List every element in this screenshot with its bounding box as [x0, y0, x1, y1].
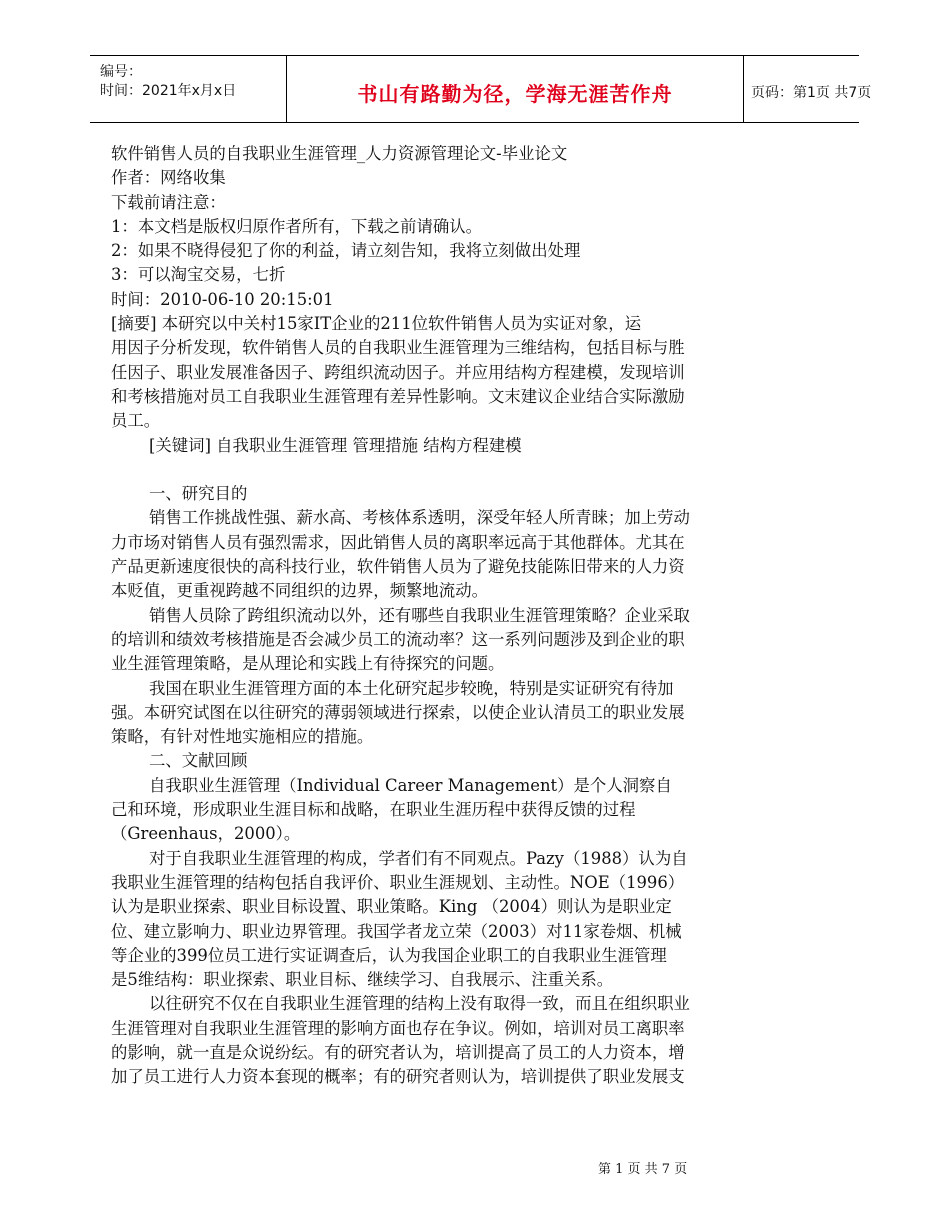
page-header — [90, 55, 872, 123]
text-line: 加了员工进行人力资本套现的概率；有的研究者则认为，培训提供了职业发展支 — [111, 1067, 685, 1087]
text-line: 己和环境，形成职业生涯目标和战略，在职业生涯历程中获得反馈的过程 — [111, 800, 636, 820]
text-line: 销售人员除了跨组织流动以外，还有哪些自我职业生涯管理策略？企业采取 — [149, 605, 690, 625]
document-time-label: 时间：2021年x月x日 — [100, 83, 237, 99]
header-motto: 书山有路勤为径，学海无涯苦作舟 — [357, 82, 673, 106]
text-line: 位、建立影响力、职业边界管理。我国学者龙立荣（2003）对11家卷烟、机械 — [111, 921, 682, 941]
text-line: 任因子、职业发展准备因子、跨组织流动因子。并应用结构方程建模，发现培训 — [111, 362, 685, 382]
text-line: 员工。 — [111, 411, 161, 431]
header-page-info: 页码：第1页 共7页 — [751, 85, 872, 101]
text-line: [摘要] 本研究以中关村15家IT企业的211位软件销售人员为实证对象，运 — [111, 314, 642, 334]
text-line: 3：可以淘宝交易，七折 — [111, 265, 286, 285]
text-line: 力市场对销售人员有强烈需求，因此销售人员的离职率远高于其他群体。尤其在 — [111, 532, 685, 552]
text-line — [111, 458, 771, 482]
text-line: 业生涯管理策略，是从理论和实践上有待探究的问题。 — [111, 654, 505, 674]
text-line: [关键词] 自我职业生涯管理 管理措施 结构方程建模 — [149, 435, 522, 455]
text-line: 产品更新速度很快的高科技行业，软件销售人员为了避免技能陈旧带来的人力资 — [111, 557, 685, 577]
text-line: 用因子分析发现，软件销售人员的自我职业生涯管理为三维结构，包括目标与胜 — [111, 338, 685, 358]
text-line: 销售工作挑战性强、薪水高、考核体系透明，深受年轻人所青睐；加上劳动 — [149, 508, 690, 528]
document-body — [111, 142, 771, 1090]
header-page-cell — [743, 56, 872, 122]
text-line: 强。本研究试图在以往研究的薄弱领域进行探索，以使企业认清员工的职业发展 — [111, 702, 685, 722]
header-meta-cell — [90, 56, 286, 122]
document-number-label: 编号： — [100, 64, 142, 80]
text-line: 生涯管理对自我职业生涯管理的影响方面也存在争议。例如，培训对员工离职率 — [111, 1018, 685, 1038]
text-line: （Greenhaus，2000）。 — [111, 824, 301, 844]
text-line: 等企业的399位员工进行实证调查后，认为我国企业职工的自我职业生涯管理 — [111, 945, 667, 965]
text-line: 的培训和绩效考核措施是否会减少员工的流动率？这一系列问题涉及到企业的职 — [111, 629, 685, 649]
text-line: 我国在职业生涯管理方面的本土化研究起步较晚，特别是实证研究有待加 — [149, 678, 674, 698]
text-line: 我职业生涯管理的结构包括自我评价、职业生涯规划、主动性。NOE（1996） — [111, 872, 685, 892]
text-line: 本贬值，更重视跨越不同组织的边界，频繁地流动。 — [111, 581, 488, 601]
text-line: 二、文献回顾 — [149, 751, 248, 771]
text-line: 和考核措施对员工自我职业生涯管理有差异性影响。文末建议企业结合实际激励 — [111, 386, 685, 406]
page-footer: 第 1 页 共 7 页 — [598, 1162, 688, 1177]
text-line: 自我职业生涯管理（Individual Career Management）是个人洞察自 — [149, 775, 672, 795]
text-line: 时间：2010-06-10 20:15:01 — [111, 289, 334, 309]
text-line: 的影响，就一直是众说纷纭。有的研究者认为，培训提高了员工的人力资本，增 — [111, 1042, 685, 1062]
text-line: 软件销售人员的自我职业生涯管理_人力资源管理论文-毕业论文 — [111, 144, 568, 163]
text-line: 1：本文档是版权归原作者所有，下载之前请确认。 — [111, 216, 483, 236]
text-line: 是5维结构：职业探索、职业目标、继续学习、自我展示、注重关系。 — [111, 970, 614, 990]
text-line: 作者：网络收集 — [111, 168, 226, 188]
text-line: 下载前请注意： — [111, 192, 226, 212]
text-line: 对于自我职业生涯管理的构成，学者们有不同观点。Pazy（1988）认为自 — [149, 848, 688, 868]
text-line: 以往研究不仅在自我职业生涯管理的结构上没有取得一致，而且在组织职业 — [149, 994, 690, 1014]
text-line: 一、研究目的 — [149, 484, 248, 504]
header-motto-cell — [286, 56, 744, 122]
text-line: 策略，有针对性地实施相应的措施。 — [111, 727, 374, 747]
text-line: 认为是职业探索、职业目标设置、职业策略。King （2004）则认为是职业定 — [111, 897, 672, 917]
text-line: 2：如果不晓得侵犯了你的利益，请立刻告知，我将立刻做出处理 — [111, 241, 581, 261]
